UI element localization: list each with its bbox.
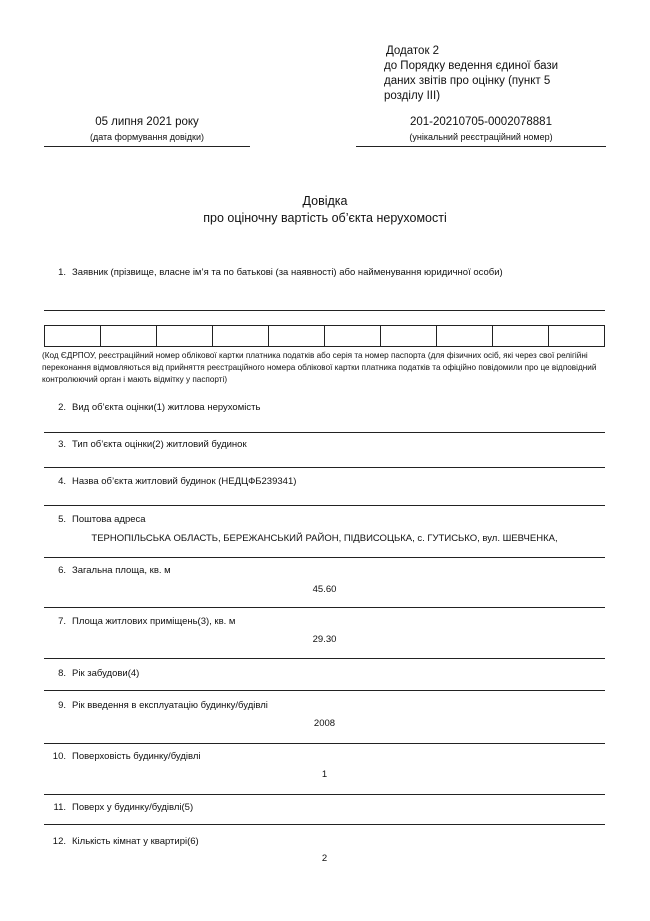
page-number: 2	[321, 853, 328, 864]
item-divider	[44, 607, 605, 608]
item-object-kind	[44, 402, 605, 413]
id-cell	[45, 326, 101, 346]
id-cell	[493, 326, 549, 346]
appendix-header	[384, 44, 604, 104]
registration-number-caption: (унікальний реєстраційний номер)	[409, 132, 553, 142]
formation-date-caption: (дата формування довідки)	[89, 132, 205, 142]
item-divider	[44, 505, 605, 506]
item-label: Вид об’єкта оцінки(1) житлова нерухомість	[72, 402, 261, 413]
item-divider	[44, 658, 605, 659]
item-label: Рік введення в експлуатацію будинку/будівлі	[72, 700, 268, 711]
item-object-name	[44, 476, 605, 487]
item-label: Загальна площа, кв. м	[72, 565, 171, 576]
item-number: 6.	[58, 565, 66, 576]
item-number: 10.	[52, 751, 66, 762]
item-number: 11.	[53, 802, 66, 813]
applicant-id-grid	[44, 325, 605, 347]
item-postal-address	[44, 514, 605, 525]
item-number: 8.	[58, 668, 66, 679]
id-cell	[101, 326, 157, 346]
document-title	[0, 193, 650, 227]
id-cell	[269, 326, 325, 346]
item-label: Кількість кімнат у квартирі(6)	[72, 836, 199, 847]
item-total-area	[44, 565, 605, 576]
id-cell	[157, 326, 213, 346]
id-cell	[549, 326, 604, 346]
appendix-line-1: Додаток 2	[386, 45, 440, 57]
item-number: 7.	[58, 616, 66, 627]
item-divider	[44, 432, 605, 433]
title-line-1: Довідка	[302, 194, 348, 208]
item-label: Назва об’єкта житловий будинок (НЕДЦФБ239341)	[72, 476, 297, 487]
applicant-underline	[44, 310, 605, 311]
item-floor	[44, 802, 605, 813]
item-number: 12.	[52, 836, 66, 847]
item-number: 2.	[58, 402, 66, 413]
item-number: 3.	[58, 439, 66, 450]
item-build-year	[44, 668, 605, 679]
item-divider	[44, 690, 605, 691]
item-label: Поверховість будинку/будівлі	[72, 751, 201, 762]
item-divider	[44, 743, 605, 744]
item-label: Заявник (прізвище, власне ім’я та по батькові (за наявності) або найменування юридичної особи)	[72, 267, 503, 278]
id-cell	[381, 326, 437, 346]
item-object-type	[44, 439, 605, 450]
item-floors-count	[44, 751, 605, 762]
item-number: 4.	[58, 476, 66, 487]
item-commissioning-year	[44, 700, 605, 711]
registration-number: 201-20210705-0002078881	[410, 116, 552, 128]
item-number: 5.	[58, 514, 66, 525]
registration-number-underline	[356, 146, 606, 147]
id-cell	[325, 326, 381, 346]
item-divider	[44, 794, 605, 795]
id-cell	[213, 326, 269, 346]
item-label: Тип об’єкта оцінки(2) житловий будинок	[72, 439, 247, 450]
item-living-area	[44, 616, 605, 627]
living-area-value: 29.30	[312, 634, 337, 645]
postal-address-value: ТЕРНОПІЛЬСЬКА ОБЛАСТЬ, БЕРЕЖАНСЬКИЙ РАЙОН, ПІДВИСОЦЬКА, с. ГУТИСЬКО, вул. ШЕВЧЕНКА,	[91, 533, 558, 544]
formation-date: 05 липня 2021 року	[95, 116, 199, 128]
item-label: Площа житлових приміщень(3), кв. м	[72, 616, 236, 627]
formation-date-underline	[44, 146, 250, 147]
title-line-2: про оціночну вартість об’єкта нерухомості	[203, 211, 447, 225]
appendix-line-2: до Порядку ведення єдиної бази	[384, 60, 559, 72]
commissioning-year-value: 2008	[313, 718, 336, 729]
item-number: 1.	[58, 267, 66, 278]
item-number: 9.	[58, 700, 66, 711]
item-label: Поверх у будинку/будівлі(5)	[72, 802, 194, 813]
floors-count-value: 1	[321, 769, 328, 780]
item-label: Поштова адреса	[72, 514, 146, 525]
appendix-line-4: розділу ІІІ)	[384, 90, 441, 102]
item-label: Рік забудови(4)	[72, 668, 140, 679]
item-rooms-count	[44, 836, 605, 847]
appendix-line-3: даних звітів про оцінку (пункт 5	[384, 75, 551, 87]
total-area-value: 45.60	[312, 584, 337, 595]
applicant-id-note: (Код ЄДРПОУ, реєстраційний номер облікової картки платника податків або серія та номер паспорта (для фізичних осіб, які через свої релігійні переконання відмовляються від прийняття реєстраційного номера облікової картки платника податків та офіційно повідомили про це відповідний контролюючий орган і мають відмітку у паспорті)	[42, 351, 597, 384]
item-divider	[44, 467, 605, 468]
item-divider	[44, 557, 605, 558]
item-divider	[44, 824, 605, 825]
id-cell	[437, 326, 493, 346]
item-applicant	[44, 267, 605, 278]
